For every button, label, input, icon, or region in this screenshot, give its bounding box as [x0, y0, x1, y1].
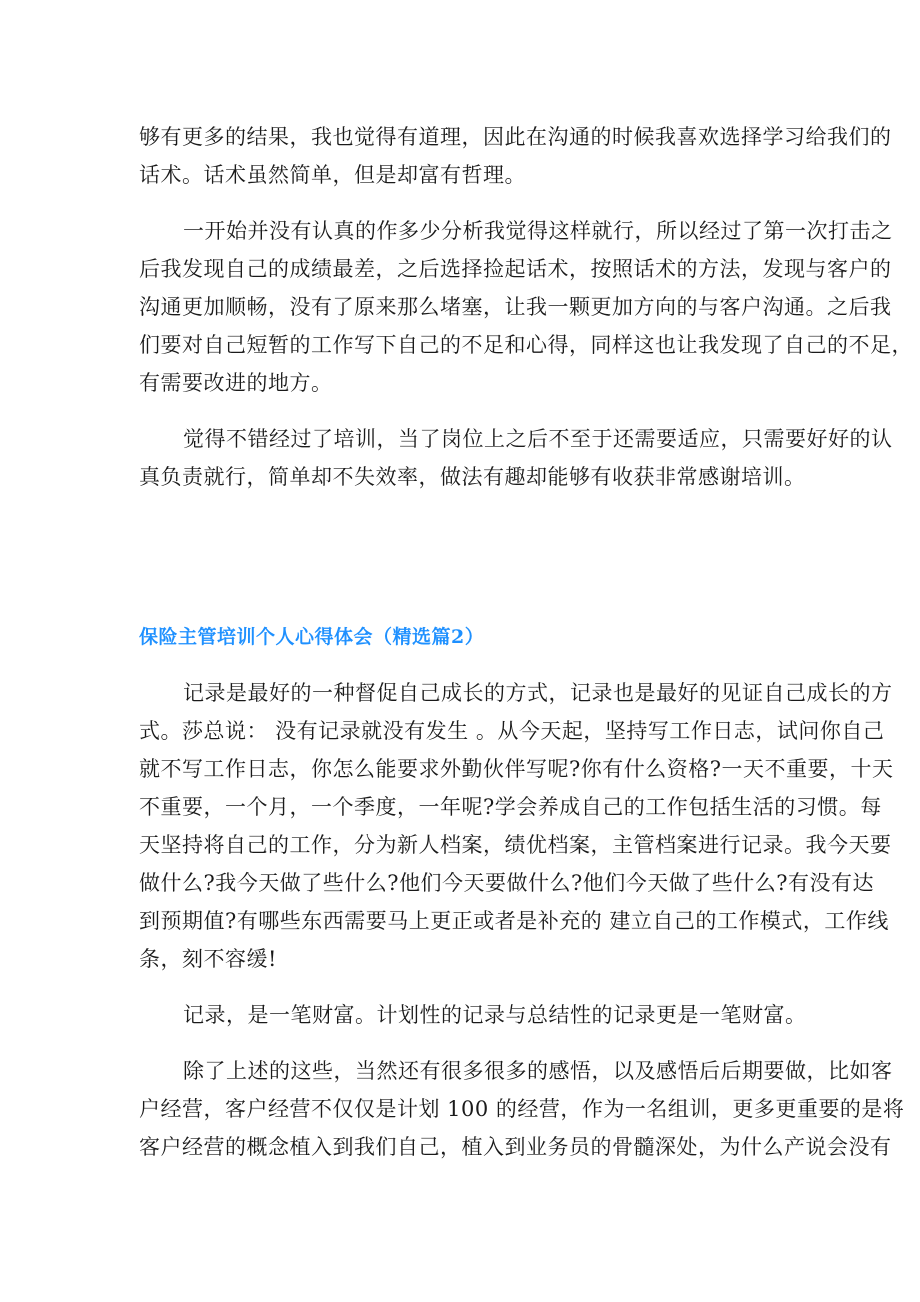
paragraph	[139, 118, 892, 194]
text-line: 条，刻不容缓!	[139, 947, 277, 971]
text-line: 做什么?我今天做了些什么?他们今天要做什么?他们今天做了些什么?有没有达	[139, 871, 875, 895]
paragraph	[139, 1052, 905, 1166]
paragraph	[139, 996, 807, 1034]
paragraph	[139, 212, 913, 402]
text-line: 天坚持将自己的工作，分为新人档案，绩优档案，主管档案进行记录。我今天要	[139, 833, 892, 857]
text-line: 有需要改进的地方。	[139, 371, 333, 395]
text-line: 记录是最好的一种督促自己成长的方式，记录也是最好的见证自己成长的方	[183, 681, 893, 705]
text-line: 户经营，客户经营不仅仅是计划 100 的经营，作为一名组训，更多更重要的是将	[139, 1097, 905, 1121]
text-line: 记录，是一笔财富。计划性的记录与总结性的记录更是一笔财富。	[183, 1003, 807, 1027]
text-line: 一开始并没有认真的作多少分析我觉得这样就行，所以经过了第一次打击之	[183, 219, 893, 243]
text-line: 客户经营的概念植入到我们自己，植入到业务员的骨髓深处，为什么产说会没有	[139, 1135, 892, 1159]
document-page	[139, 118, 913, 1184]
paragraph	[139, 420, 893, 496]
section-heading: 保险主管培训个人心得体会（精选篇2）	[139, 626, 485, 648]
text-line: 式。莎总说： 没有记录就没有发生 。从今天起，坚持写工作日志，试问你自己	[139, 719, 885, 743]
text-line: 到预期值?有哪些东西需要马上更正或者是补充的 建立自己的工作模式，工作线	[139, 909, 889, 933]
text-line: 们要对自己短暂的工作写下自己的不足和心得，同样这也让我发现了自己的不足，	[139, 333, 913, 357]
text-line: 除了上述的这些，当然还有很多很多的感悟，以及感悟后后期要做，比如客	[183, 1059, 893, 1083]
text-line: 不重要，一个月，一个季度，一年呢?学会养成自己的工作包括生活的习惯。每	[139, 795, 882, 819]
paragraph	[139, 674, 894, 978]
text-line: 真负责就行，简单却不失效率，做法有趣却能够有收获非常感谢培训。	[139, 465, 806, 489]
text-line: 就不写工作日志，你怎么能要求外勤伙伴写呢?你有什么资格?一天不重要，十天	[139, 757, 894, 781]
text-line: 沟通更加顺畅，没有了原来那么堵塞，让我一颗更加方向的与客户沟通。之后我	[139, 295, 892, 319]
text-line: 觉得不错经过了培训，当了岗位上之后不至于还需要适应，只需要好好的认	[183, 427, 893, 451]
text-line: 够有更多的结果，我也觉得有道理，因此在沟通的时候我喜欢选择学习给我们的	[139, 125, 892, 149]
text-line: 话术。话术虽然简单，但是却富有哲理。	[139, 163, 526, 187]
text-line: 后我发现自己的成绩最差，之后选择捡起话术，按照话术的方法，发现与客户的	[139, 257, 892, 281]
